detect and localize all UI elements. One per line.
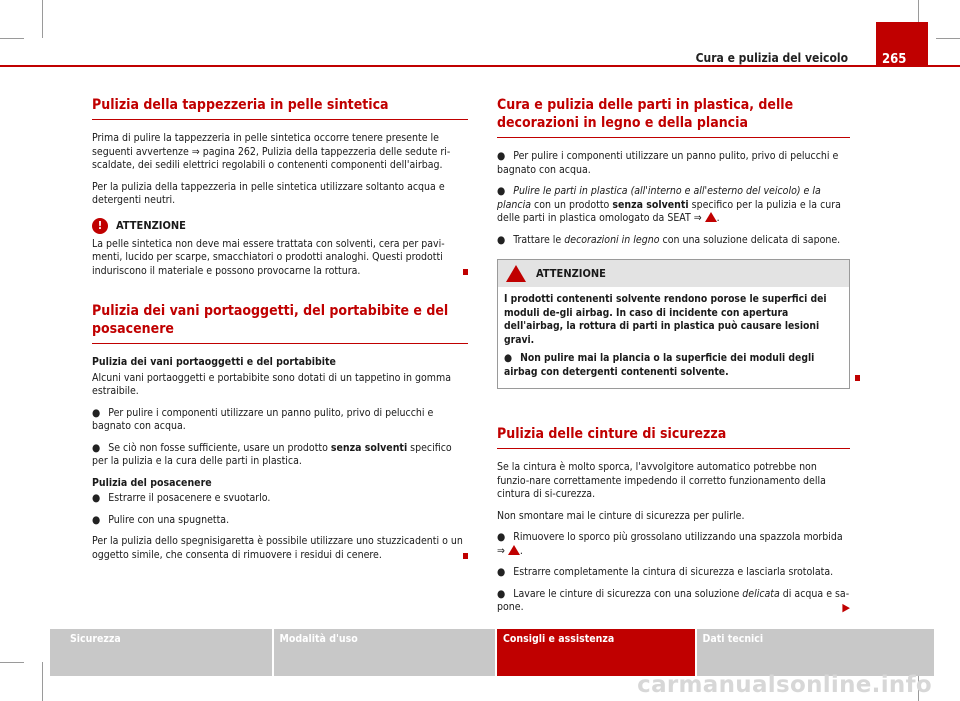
continue-arrow-icon: ▶ [842, 601, 850, 614]
crop-mark [0, 38, 24, 39]
bullet-icon: ● [497, 185, 506, 197]
list-item: ● Pulire con una spugnetta. [92, 513, 230, 526]
tab-sicurezza[interactable]: Sicurezza [50, 629, 272, 676]
end-marker-icon [463, 553, 468, 559]
list-item: ● Per pulire i componenti utilizzare un panno pulito, privo di pelucchi e bagnato con acqua. [497, 150, 839, 176]
paragraph: Per la pulizia della tappezzeria in pelle sintetica utilizzare soltanto acqua e detergenti neutri. [92, 180, 445, 206]
running-title: Cura e pulizia del veicolo [695, 51, 848, 65]
crop-mark [42, 662, 43, 701]
list-item: ● Se ciò non fosse sufficiente, usare un prodotto senza solventi specifico per la pulizia e la cura delle parti in plastica. [92, 441, 452, 467]
warning-icon [506, 265, 526, 282]
bullet-icon: ● [497, 150, 506, 162]
subheading: Pulizia dei vani portaoggetti e del portabibite [92, 356, 336, 368]
list-item: ● Per pulire i componenti utilizzare un panno pulito, privo di pelucchi e bagnato con acqua. [92, 406, 434, 432]
list-item: ● Lavare le cinture di sicurezza con una soluzione delicata di acqua e sa-pone. ▶ [497, 587, 850, 614]
paragraph: Prima di pulire la tappezzeria in pelle sintetica occorre tenere presente le seguenti avvertenze ⇒ pagina 262, Pulizia della tappezzeria delle sedute ri-scaldate, dei sedili elettrici regolabili o contenenti componenti dell'airbag. [92, 132, 451, 171]
bullet-icon: ● [497, 233, 506, 246]
exclamation-icon: ! [92, 218, 108, 234]
section-title: Pulizia dei vani portaoggetti, del portabibite e del posacenere [92, 302, 468, 344]
crop-mark [0, 662, 24, 663]
section-title: Pulizia della tappezzeria in pelle sintetica [92, 96, 468, 120]
list-item: ● Estrarre completamente la cintura di sicurezza e lasciarla srotolata. [497, 566, 834, 578]
paragraph: Alcuni vani portaoggetti e portabibite sono dotati di un tappetino in gomma estraibile. [92, 371, 451, 397]
tab-dati-tecnici[interactable]: Dati tecnici [697, 629, 934, 676]
page-number: 265 [876, 22, 928, 66]
bullet-icon: ● [497, 566, 506, 578]
bullet-icon: ● [92, 441, 101, 454]
paragraph: Per la pulizia dello spegnisigaretta è possibile utilizzare uno stuzzicadenti o un oggetto simile, che consenta di rimuovere i residui di cenere. [92, 535, 468, 562]
tab-modalita-d-uso[interactable]: Modalità d'uso [274, 629, 495, 676]
paragraph: Non smontare mai le cinture di sicurezza per pulirle. [497, 509, 745, 522]
warning-icon[interactable] [508, 545, 520, 555]
warning-title: ATTENZIONE [536, 267, 606, 280]
attention-text: La pelle sintetica non deve mai essere trattata con solventi, cera per pavi-menti, lucido per scarpe, smacchiatori o prodotti analoghi. Questi prodotti induriscono il materiale e possono provocarne la rottura. [92, 238, 468, 279]
bullet-icon: ● [504, 352, 513, 364]
paragraph: Se la cintura è molto sporca, l'avvolgitore automatico potrebbe non funzio-nare correttamente impedendo il corretto funzionamento della cintura di si-curezza. [497, 461, 826, 500]
left-column [92, 96, 468, 570]
list-item: ● Trattare le decorazioni in legno con una soluzione delicata di sapone. [497, 233, 841, 246]
right-column [497, 96, 850, 623]
attention-note [92, 218, 468, 279]
warning-text: I prodotti contenenti solvente rendono porose le superfici dei moduli de-gli airbag. In caso di incidente con apertura dell'airbag, la rottura di parti in plastica può causare lesioni gravi. [504, 293, 827, 346]
section-title: Cura e pulizia delle parti in plastica, delle decorazioni in legno e della plancia [497, 96, 850, 138]
crop-mark [42, 0, 43, 38]
crop-mark [936, 38, 960, 39]
bullet-icon: ● [92, 513, 101, 526]
list-item: ● Non pulire mai la plancia o la superficie dei moduli degli airbag con detergenti contenenti solvente. [504, 352, 815, 378]
watermark: carmanualsonline.info [637, 672, 932, 698]
bullet-icon: ● [92, 492, 101, 504]
attention-title: ATTENZIONE [116, 219, 186, 232]
list-item: ● Rimuovere lo sporco più grossolano utilizzando una spazzola morbida ⇒ . [497, 531, 843, 557]
tab-consigli-e-assistenza[interactable]: Consigli e assistenza [497, 629, 695, 676]
header-rule [0, 65, 960, 67]
bullet-icon: ● [497, 531, 506, 543]
end-marker-icon [463, 269, 468, 275]
subheading: Pulizia del posacenere [92, 476, 212, 489]
warning-icon[interactable] [705, 212, 717, 222]
warning-box [497, 259, 850, 389]
list-item: ● Pulire le parti in plastica (all'interno e all'esterno del veicolo) e la plancia con un prodotto senza solventi specifico per la pulizia e la cura delle parti in plastica omologato da SEAT ⇒ . [497, 185, 841, 224]
bullet-icon: ● [92, 406, 101, 419]
section-title: Pulizia delle cinture di sicurezza [497, 425, 850, 449]
bullet-icon: ● [497, 587, 506, 600]
end-marker-icon [855, 375, 860, 381]
footer-tabs [50, 629, 934, 676]
list-item: ● Estrarre il posacenere e svuotarlo. [92, 492, 271, 504]
